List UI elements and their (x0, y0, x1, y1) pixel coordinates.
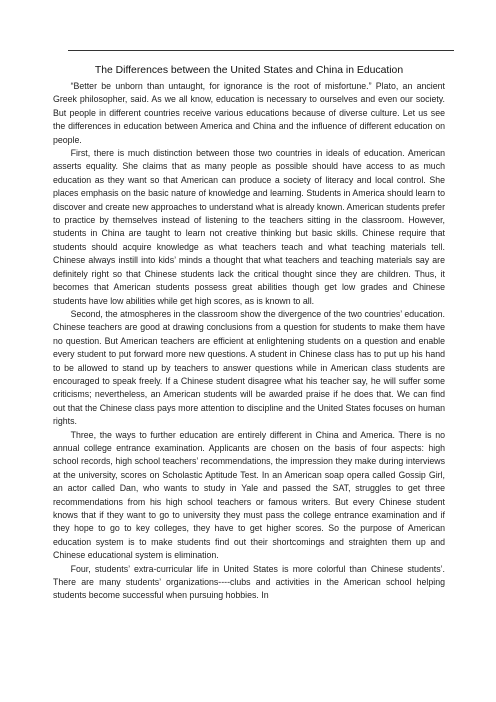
document-title: The Differences between the United States and China in Education (94, 65, 404, 76)
header-rule (68, 50, 454, 51)
paragraph-first: First, there is much distinction between those two countries in ideals of education. American asserts equality. She claims that as many people as possible should have access to as much education as they want so that American can produce a society of literacy and local control. She places emphasis on the basic nature of knowledge and learning. Students in America should learn to discover and create new approaches to understand what is already known. American students prefer to practice by themselves instead of listening to the teachers sitting in the classroom. However, students in China are taught to learn not creative thinking but basic skills. Chinese require that students should acquire knowledge as what teachers teach and what teaching materials tell. Chinese always instill into kids’ minds a thought that what teachers and teaching materials say are definitely right so that Chinese students lack the critical thought since they are children. Thus, it becomes that American students possess great abilities though get low grades and Chinese students have low abilities while get high scores, as is known to all. (53, 148, 445, 306)
paragraph-intro: “Better be unborn than untaught, for ignorance is the root of misfortune.” Plato, an ancient Greek philosopher, said. As we all know, education is necessary to ourselves and even our society. But people in different countries receive various educations because of diverse culture. Let us see the differences in education between America and China and the influence of different education on people. (53, 81, 445, 145)
paragraph-three: Three, the ways to further education are entirely different in China and America. There is no annual college entrance examination. Applicants are chosen on the basis of four aspects: high school records, high school teachers’ recommendations, the impression they make during interviews at the university, scores on Scholastic Aptitude Test. In an American soap opera called Gossip Girl, an actor called Dan, who wants to study in Yale and passed the SAT, struggles to get three recommendations from his high school teachers or famous writers. But every Chinese student knows that if they want to go to university they must pass the college entrance examination and if they hope to go to key colleges, they have to get higher scores. So the purpose of American education system is to make students find out their shortcomings and straighten them up and Chinese educational system is elimination. (53, 429, 445, 561)
paragraph-second: Second, the atmospheres in the classroom show the divergence of the two countries’ education. Chinese teachers are good at drawing conclusions from a question for students to make them have no question. But American teachers are efficient at enlightening students on a question and enable every student to put forward more new questions. A student in Chinese class has to put up his hand to be allowed to stand up by teachers to answer questions while in American class students are encouraged to speak freely. If a Chinese student disagree what his teacher say, he will suffer some criticisms; nevertheless, an American students will be awarded praise if he does that. We can find out that the Chinese class pays more attention to discipline and the United States focuses on human rights. (53, 308, 445, 427)
paragraph-four: Four, students’ extra-curricular life in United States is more colorful than Chinese students’. There are many students’ organizations----clubs and activities in the American school helping students become successful when pursuing hobbies. In (53, 563, 445, 601)
document-body (53, 64, 445, 603)
